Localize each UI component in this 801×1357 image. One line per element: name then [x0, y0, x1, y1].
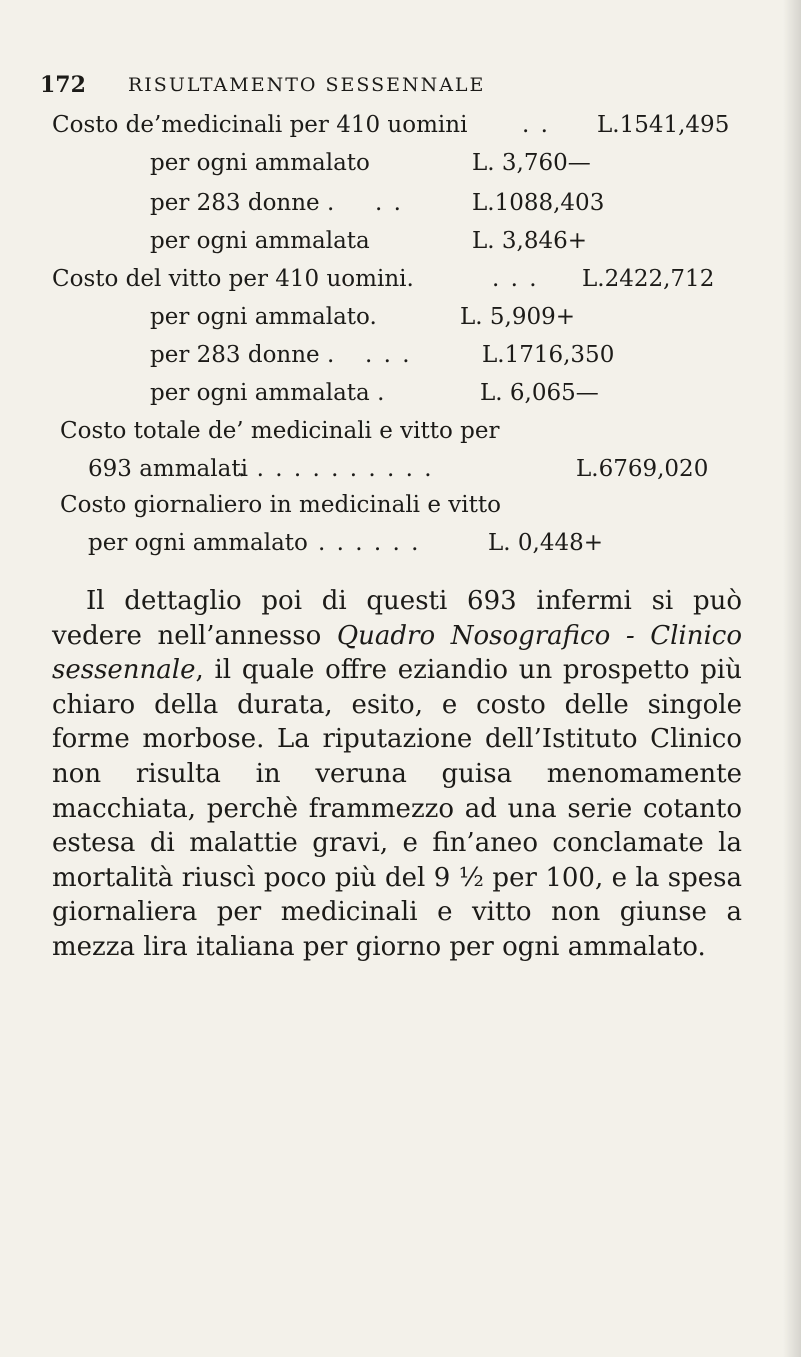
ledger-row: [150, 228, 750, 258]
quadro-title: Quadro Nosografico - Clinico sessennale: [52, 620, 742, 686]
ledger-row: [150, 190, 750, 220]
ledger-label: per ogni ammalato: [88, 530, 308, 556]
ledger-value: L.1716,350: [482, 342, 615, 368]
ledger-row: [52, 266, 752, 296]
ledger-leader-dots: . . .: [492, 266, 539, 292]
paragraph-text: [52, 584, 742, 965]
ledger-label: Costo totale de’ medicinali e vitto per: [60, 418, 500, 444]
ledger-row: [60, 418, 750, 448]
ledger-leader-dots: . .: [522, 112, 550, 138]
ledger-value: L.2422,712: [582, 266, 715, 292]
ledger-value: L.1088,403: [472, 190, 605, 216]
ledger-value: L. 3,846+: [472, 228, 588, 254]
ledger-row: [60, 492, 750, 522]
ledger-value: L.6769,020: [576, 456, 709, 482]
ledger-row: [150, 342, 750, 372]
ledger-value: L. 6,065—: [480, 380, 599, 406]
ledger-value: L. 0,448+: [488, 530, 604, 556]
ledger-leader-dots: . . .: [365, 342, 412, 368]
ledger-label: per 283 donne .: [150, 190, 335, 216]
ledger-row: [150, 150, 750, 180]
running-head: RISULTAMENTO SESSENNALE: [128, 74, 486, 96]
paragraph-text-rest: , il quale offre eziandio un prospetto più chiaro della durata, esito, e costo delle singole forme morbose. La riputazione dell’Istituto Clinico non risulta in veruna guisa menomamente macchiata, perchè frammezzo ad una serie cotanto estesa di malattie gravi, e fin’aneo conclamate la mortalità riuscì poco più del 9 ½ per 100, e la spesa giornaliera per medicinali e vitto non giunse a mezza lira italiana per giorno per ogni ammalato.: [52, 655, 742, 962]
ledger-value: L. 5,909+: [460, 304, 576, 330]
ledger-label: per ogni ammalata: [150, 228, 370, 254]
ledger-label: per ogni ammalato: [150, 150, 370, 176]
ledger-label: 693 ammalati: [88, 456, 248, 482]
ledger-leader-dots: . . . . . .: [318, 530, 421, 556]
ledger-label: per ogni ammalato.: [150, 304, 377, 330]
ledger-row: [150, 304, 750, 334]
ledger-label: Costo giornaliero in medicinali e vitto: [60, 492, 501, 518]
ledger-label: per ogni ammalata .: [150, 380, 385, 406]
body-paragraph: [52, 584, 742, 965]
ledger-label: Costo del vitto per 410 uomini.: [52, 266, 414, 292]
ledger-value: L. 3,760—: [472, 150, 591, 176]
page-number: 172: [40, 72, 86, 98]
page-edge-shadow: [783, 0, 801, 1357]
paragraph-text-start: Il dettaglio poi di questi 693 infermi si può vedere nell’annesso: [52, 586, 742, 651]
ledger-row: [88, 530, 758, 560]
ledger-value: L.1541,495: [597, 112, 730, 138]
page-header: [40, 72, 600, 100]
ledger-row: [150, 380, 750, 410]
ledger-label: per 283 donne .: [150, 342, 335, 368]
ledger-row: [52, 112, 752, 142]
ledger-leader-dots: . . . . . . . . . . .: [238, 456, 434, 482]
ledger-label: Costo de’medicinali per 410 uomini: [52, 112, 468, 138]
ledger-leader-dots: . .: [375, 190, 403, 216]
ledger-row: [88, 456, 758, 486]
